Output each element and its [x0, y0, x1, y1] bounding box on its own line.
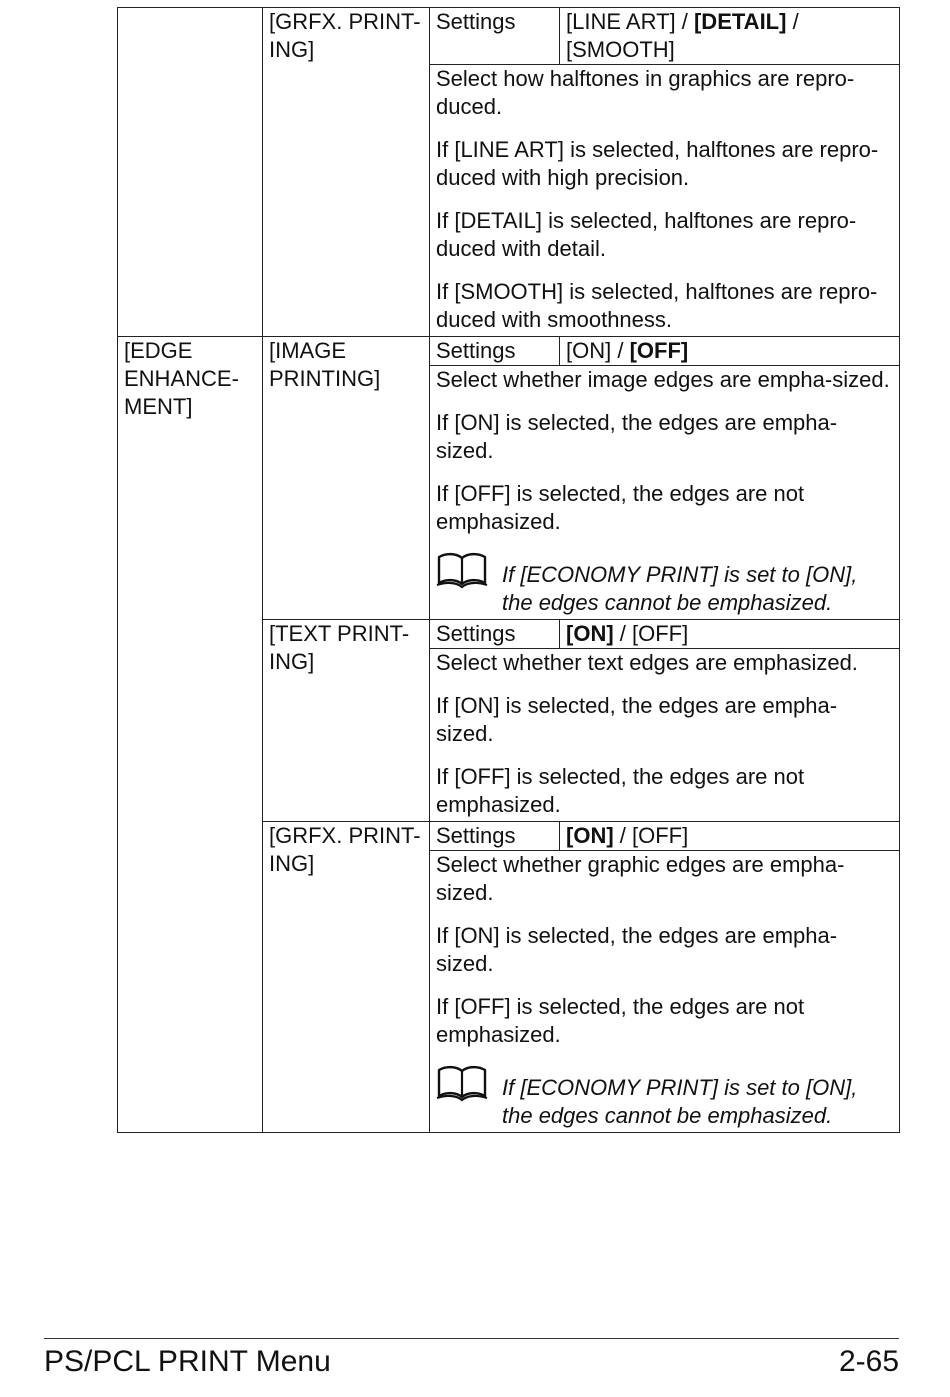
item-label: [GRFX. PRINT-ING] [269, 823, 421, 876]
description-cell [430, 65, 900, 337]
option-value-default: [ON] [566, 823, 614, 848]
description-text: If [ON] is selected, the edges are empha-sized. [436, 410, 838, 463]
description-text: If [ON] is selected, the edges are empha-sized. [436, 693, 838, 746]
note [436, 551, 893, 617]
settings-label: Settings [430, 620, 560, 649]
menu-settings-table [117, 7, 900, 1133]
item-name [263, 8, 430, 337]
description-text: If [OFF] is selected, the edges are not emphasized. [436, 764, 805, 817]
description-text: If [ON] is selected, the edges are empha-sized. [436, 923, 838, 976]
option-value-default: [DETAIL] [693, 9, 787, 34]
option-value: [SMOOTH] [566, 37, 675, 62]
book-note-icon [436, 551, 488, 589]
description-cell [430, 851, 900, 1133]
settings-values: [ON] / [OFF] [560, 337, 900, 366]
description-text: Select whether text edges are emphasized. [436, 650, 858, 675]
item-label: [GRFX. PRINT-ING] [269, 9, 421, 62]
settings-label: Settings [430, 8, 560, 65]
option-value: [OFF] [632, 621, 689, 646]
table-row [118, 8, 900, 65]
note-text: If [ECONOMY PRINT] is set to [ON], the edges cannot be emphasized. [502, 562, 858, 615]
description-cell [430, 366, 900, 620]
group-cell-empty [118, 8, 263, 337]
footer-title: PS/PCL PRINT Menu [44, 1345, 331, 1378]
description-cell [430, 649, 900, 822]
option-value: [OFF] [632, 823, 689, 848]
footer-divider [44, 1338, 899, 1339]
settings-values: [ON] / [OFF] [560, 620, 900, 649]
table-row [118, 337, 900, 366]
group-name [118, 337, 263, 1133]
description-text: If [DETAIL] is selected, halftones are repro-duced with detail. [436, 208, 857, 261]
item-name [263, 337, 430, 620]
description-text: Select whether image edges are empha-sized. [436, 367, 890, 392]
option-value-default: [OFF] [629, 338, 689, 363]
item-label: [IMAGE PRINTING] [269, 338, 381, 391]
description-text: If [OFF] is selected, the edges are not emphasized. [436, 481, 805, 534]
settings-label: Settings [430, 822, 560, 851]
settings-values: [ON] / [OFF] [560, 822, 900, 851]
description-text: Select whether graphic edges are empha-sized. [436, 852, 845, 905]
book-note-icon [436, 1064, 488, 1102]
option-value-default: [ON] [566, 621, 614, 646]
note [436, 1064, 893, 1130]
item-name [263, 620, 430, 822]
description-text: Select how halftones in graphics are repro-duced. [436, 66, 855, 119]
option-value: [LINE ART] [566, 9, 676, 34]
group-label: [EDGE ENHANCE-MENT] [124, 338, 239, 419]
settings-label: Settings [430, 337, 560, 366]
option-value: [ON] [566, 338, 612, 363]
description-text: If [SMOOTH] is selected, halftones are repro-duced with smoothness. [436, 279, 878, 332]
item-label: [TEXT PRINT-ING] [269, 621, 410, 674]
page-number: 2-65 [838, 1345, 899, 1378]
description-text: If [LINE ART] is selected, halftones are repro-duced with high precision. [436, 137, 879, 190]
settings-values: [LINE ART] / [DETAIL] / [SMOOTH] [560, 8, 900, 65]
note-text: If [ECONOMY PRINT] is set to [ON], the edges cannot be emphasized. [502, 1075, 858, 1128]
description-text: If [OFF] is selected, the edges are not emphasized. [436, 994, 805, 1047]
item-name [263, 822, 430, 1133]
